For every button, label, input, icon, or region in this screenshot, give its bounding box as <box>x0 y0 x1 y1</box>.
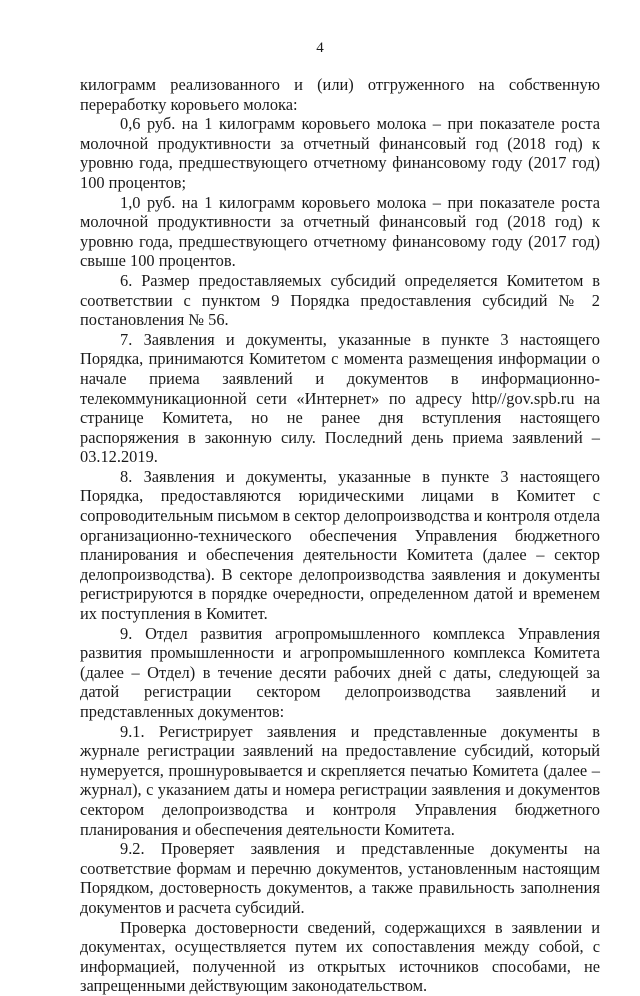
paragraph-9-1: 9.1. Регистрирует заявления и представленные документы в журнале регистрации заявлений на предоставление субсидий, который нумеруется, прошнуровывается и скрепляется печатью Комитета (далее – журнал), с указанием даты и номера регистрации заявления и документов сектором делопроизводства и контроля Управления бюджетного планирования и обеспечения деятельности Комитета. <box>80 721 600 839</box>
paragraph-9: 9. Отдел развития агропромышленного комплекса Управления развития промышленности и агропромышленного комплекса Комитета (далее – Отдел) в течение десяти рабочих дней с даты, следующей за датой регистрации сектором делопроизводства заявлений и представленных документов: <box>80 623 600 721</box>
paragraph-7: 7. Заявления и документы, указанные в пункте 3 настоящего Порядка, принимаются Комитетом с момента размещения информации о начале приема заявлений и документов в информационно-телекоммуникационной сети «Интернет» по адресу http//gov.spb.ru на странице Комитета, но не ранее дня вступления настоящего распоряжения в законную силу. Последний день приема заявлений – 03.12.2019. <box>80 329 600 467</box>
page-number: 4 <box>316 40 324 56</box>
paragraph-8: 8. Заявления и документы, указанные в пункте 3 настоящего Порядка, предоставляются юридическими лицами в Комитет с сопроводительным письмом в сектор делопроизводства и контроля отдела организационно-технического обеспечения Управления бюджетного планирования и обеспечения деятельности Комитета (далее – сектор делопроизводства). В секторе делопроизводства заявления и документы регистрируются в порядке очередности, определенном датой и временем их поступления в Комитет. <box>80 466 600 624</box>
paragraph-verification: Проверка достоверности сведений, содержащихся в заявлении и документах, осуществляется путем их сопоставления между собой, с информацией, полученной из открытых источников способами, не запрещенными действующим законодательством. <box>80 917 600 996</box>
paragraph-6: 6. Размер предоставляемых субсидий определяется Комитетом в соответствии с пунктом 9 Порядка предоставления субсидий № 2 постановления № 56. <box>80 270 600 330</box>
paragraph-continuation: килограмм реализованного и (или) отгруженного на собственную переработку коровьего молока: <box>80 75 600 114</box>
paragraph-9-2: 9.2. Проверяет заявления и представленные документы на соответствие формам и перечню документов, установленным настоящим Порядком, достоверность документов, а также правильность заполнения документов и расчета субсидий. <box>80 839 600 917</box>
paragraph-rate-1-0: 1,0 руб. на 1 килограмм коровьего молока – при показателе роста молочной продуктивности за отчетный финансовый год (2018 год) к уровню года, предшествующего отчетному финансовому году (2017 год) свыше 100 процентов. <box>80 192 600 271</box>
document-body <box>80 75 600 996</box>
paragraph-rate-0-6: 0,6 руб. на 1 килограмм коровьего молока – при показателе роста молочной продуктивности за отчетный финансовый год (2018 год) к уровню года, предшествующего отчетному финансовому году (2017 год) 100 процентов; <box>80 114 600 192</box>
